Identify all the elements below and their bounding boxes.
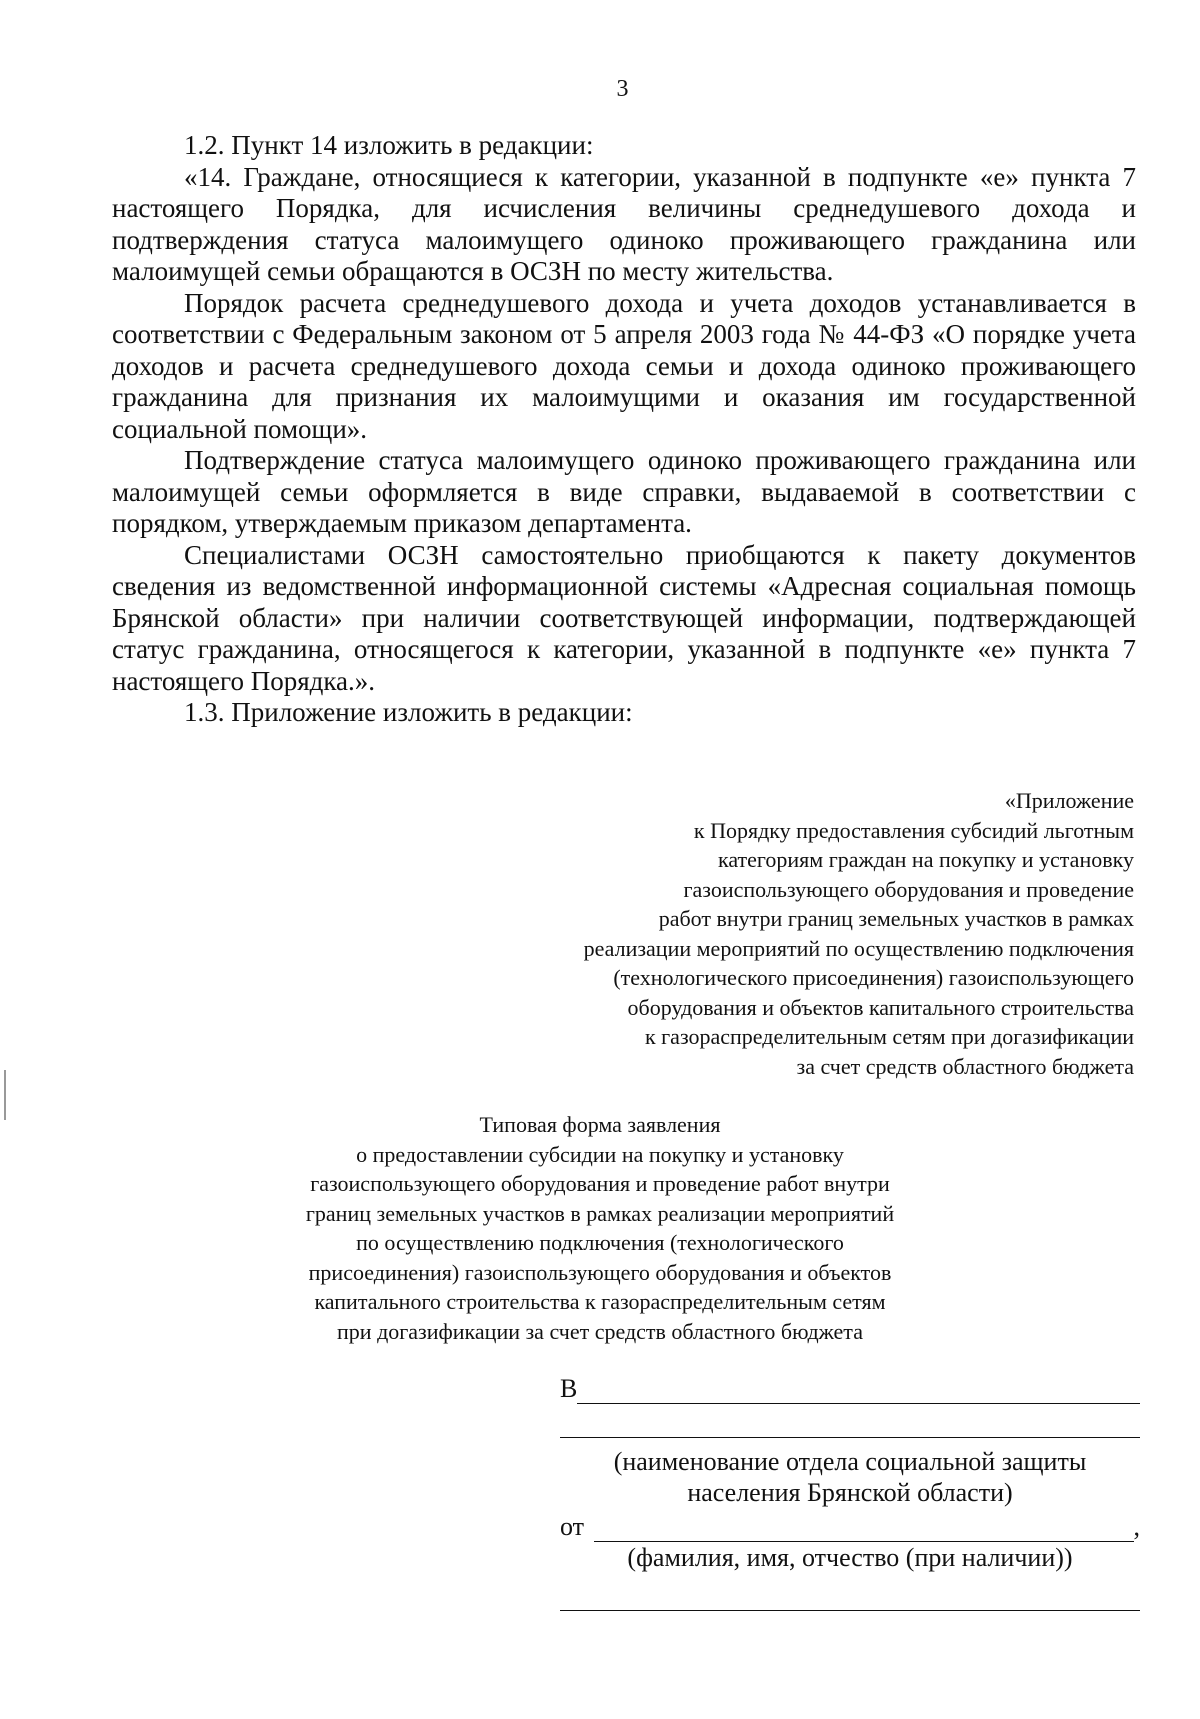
appendix-line: (технологического присоединения) газоиспользующего — [613, 965, 1134, 990]
form-title-line: газоиспользующего оборудования и проведение работ внутри — [310, 1171, 890, 1196]
form-title-line: о предоставлении субсидии на покупку и установку — [356, 1141, 844, 1167]
department-caption-2: населения Брянской области) — [687, 1478, 1013, 1507]
applicant-name-field-line-2[interactable] — [560, 1586, 1140, 1611]
paragraph-14: «14. Граждане, относящиеся к категории, указанной в подпункте «е» пункта 7 настоящего Порядка, для исчисления величины среднедушевого дохода и подтверждения статуса малоимущего одиноко проживающего гражданина или малоимущей семьи обращаются в ОСЗН по месту жительства. — [112, 161, 1136, 286]
comma: , — [1133, 1512, 1140, 1541]
form-title-line: капитального строительства к газораспределительным сетям — [314, 1289, 886, 1314]
form-title-line: границ земельных участков в рамках реализации мероприятий — [305, 1200, 895, 1226]
form-title-line: при догазификации за счет средств областного бюджета — [337, 1318, 863, 1344]
appendix-line: за счет средств областного бюджета — [796, 1053, 1134, 1079]
appendix-line: «Приложение — [1004, 788, 1134, 813]
paragraph-status-confirmation: Подтверждение статуса малоимущего одиноко проживающего гражданина или малоимущей семьи оформляется в виде справки, выдаваемой в соответствии с порядком, утверждаемым приказом департамента. — [112, 445, 1136, 538]
name-row-2 — [560, 1577, 1140, 1611]
name-caption: (фамилия, имя, отчество (при наличии)) — [627, 1543, 1073, 1572]
paragraph-specialists: Специалистами ОСЗН самостоятельно приобщаются к пакету документов сведения из ведомственной информационной системы «Адресная социальная помощь Брянской области» при наличии соответствующей информации, подтверждающей статус гражданина, относящегося к категории, указанной в подпункте «е» пункта 7 настоящего Порядка.». — [112, 539, 1136, 696]
to-label: В — [560, 1374, 578, 1403]
scan-edge-mark — [4, 1070, 6, 1120]
paragraph-1-3: 1.3. Приложение изложить в редакции: — [184, 697, 633, 727]
page-number: 3 — [616, 76, 629, 102]
form-title-line: по осуществлению подключения (технологического — [356, 1230, 844, 1255]
appendix-line: категориям граждан на покупку и установку — [717, 847, 1134, 872]
appendix-line: реализации мероприятий по осуществлению подключения — [583, 935, 1134, 961]
paragraph-1-2: 1.2. Пункт 14 изложить в редакции: — [184, 130, 594, 160]
department-field-line-2[interactable] — [560, 1413, 1140, 1438]
paragraph-income-calculation: Порядок расчета среднедушевого дохода и учета доходов устанавливается в соответствии с Федеральным законом от 5 апреля 2003 года № 44-ФЗ «О порядке учета доходов и расчета среднедушевого дохода семьи и дохода одиноко проживающего гражданина для признания их малоимущими и оказания им государственной социальной помощи». — [112, 287, 1136, 444]
department-caption-1: (наименование отдела социальной защиты — [613, 1447, 1087, 1476]
appendix-line: к газораспределительным сетям при догазификации — [644, 1024, 1134, 1049]
from-label: от — [560, 1512, 585, 1541]
appendix-line: работ внутри границ земельных участков в рамках — [658, 906, 1134, 931]
from-row — [560, 1508, 1140, 1542]
to-row — [560, 1370, 1140, 1404]
form-title-line: Типовая форма заявления — [479, 1112, 721, 1137]
addressee-block — [560, 1370, 1140, 1611]
appendix-line: оборудования и объектов капитального строительства — [627, 994, 1134, 1020]
form-title-line: присоединения) газоиспользующего оборудования и объектов — [308, 1259, 892, 1285]
department-row-2 — [560, 1404, 1140, 1438]
appendix-line: газоиспользующего оборудования и проведение — [683, 876, 1134, 902]
department-field-line-1[interactable] — [577, 1379, 1140, 1404]
document-body — [112, 130, 1136, 729]
form-title — [250, 1110, 950, 1346]
applicant-name-field-line[interactable] — [594, 1517, 1133, 1542]
appendix-header — [434, 786, 1134, 1081]
appendix-line: к Порядку предоставления субсидий льготным — [693, 817, 1134, 843]
